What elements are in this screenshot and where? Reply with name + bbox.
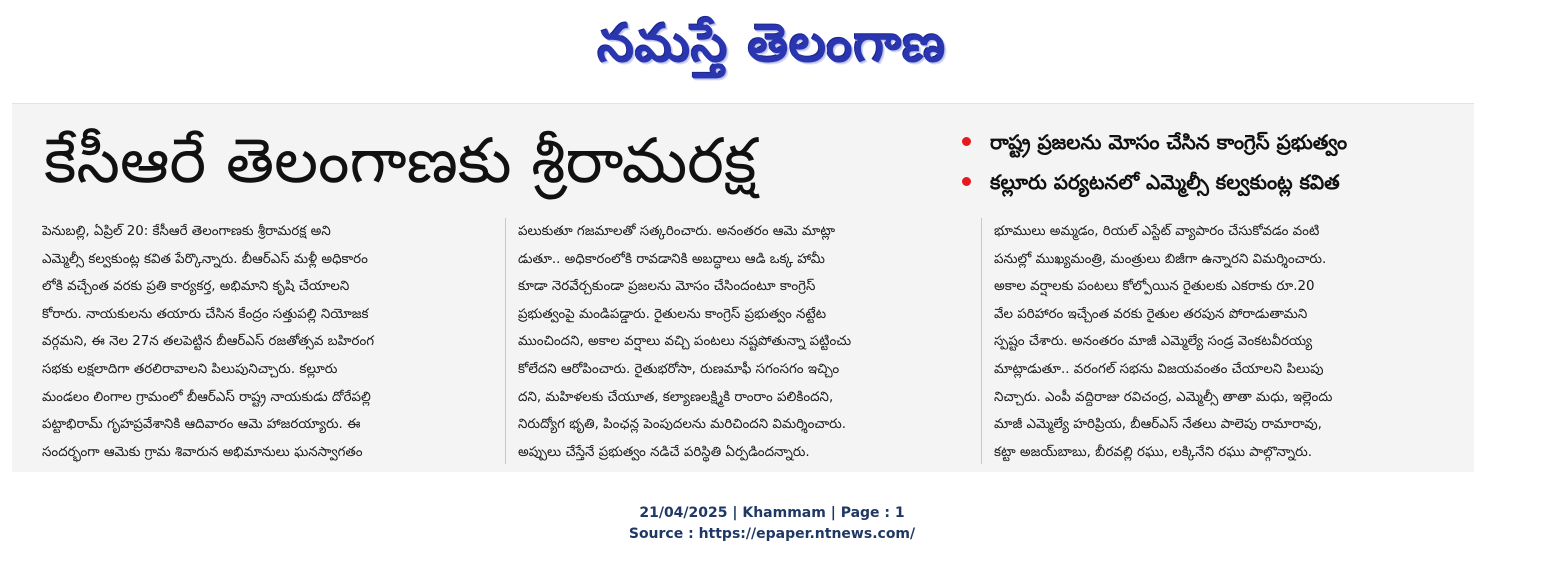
masthead-logo-text: నమస్తే తెలంగాణ [597,14,947,74]
column-text-line: డుతూ.. అధికారంలోకి రావడానికి అబద్ధాలు ఆడి ఒక్క హామీ [518,251,825,267]
newspaper-masthead [0,0,1544,90]
column-text-line: మాజీ ఎమ్మెల్యే హరిప్రియ, బీఆర్ఎస్ నేతలు పాలెపు రామారావు, [994,417,1322,433]
article-headline: కేసీఆరే తెలంగాణకు శ్రీరామరక్ష [44,124,757,197]
column-divider [505,218,506,464]
column-text-line: నిచ్చారు. ఎంపీ వద్దిరాజు రవిచంద్ర, ఎమ్మెల్సీ తాతా మధు, ఇల్లెందు [994,389,1333,405]
column-text-line: కట్టా అజయ్‌బాబు, బీరవల్లి రఘు, లక్కినేని రఘు పాల్గొన్నారు. [994,444,1312,460]
article-column-1 [42,218,494,468]
edition-info: 21/04/2025 | Khammam | Page : 1 [639,505,905,521]
article-column-2 [518,218,970,468]
column-text-line: వేల పరిహారం ఇచ్చేంత వరకు రైతుల తరపున పోరాడుతామని [994,306,1308,322]
column-text-line: కోలేదని ఆరోపించారు. రైతుభరోసా, రుణమాఫీ సగంసగం ఇచ్చిం [518,361,840,377]
column-text-line: అకాల వర్షాలకు పంటలు కోల్పోయిన రైతులకు ఎకరాకు రూ.20 [994,279,1315,295]
column-text-line: కోరారు. నాయకులను తయారు చేసిన కేంద్రం సత్తుపల్లి నియోజక [42,306,369,322]
article-column-3 [994,218,1446,468]
bullet-text: కల్లూరు పర్యటనలో ఎమ్మెల్సీ కల్వకుంట్ల కవిత [990,170,1340,194]
column-text-line: లోకి వచ్చేంత వరకు ప్రతి కార్యకర్త, అభిమాని కృషి చేయాలని [42,279,350,295]
column-text-line: స్పష్టం చేశారు. అనంతరం మాజీ ఎమ్మెల్యే సండ్ర వెంకటవీరయ్య [994,334,1313,350]
bullet-point [960,122,1470,162]
column-text-line: మండలం లింగాల గ్రామంలో బీఆర్ఎస్ రాష్ట్ర నాయకుడు దోరేపల్లి [42,389,371,405]
column-text-line: అప్పులు చేస్తేనే ప్రభుత్వం నడిచే పరిస్థితి ఏర్పడిందన్నారు. [518,444,810,460]
source-link[interactable]: Source : https://epaper.ntnews.com/ [628,526,916,542]
page-footer [0,503,1544,545]
column-text-line: ఎమ్మెల్సీ కల్వకుంట్ల కవిత పేర్కొన్నారు. బీఆర్ఎస్ మళ్లీ అధికారం [42,251,368,267]
bullet-text: రాష్ట్ర ప్రజలను మోసం చేసిన కాంగ్రెస్ ప్రభుత్వం [990,130,1348,154]
red-bullet-icon [962,177,971,186]
column-text-line: పనుల్లో ముఖ్యమంత్రి, మంత్రులు బిజీగా ఉన్నారని విమర్శించారు. [994,251,1327,267]
column-text-line: నిరుద్యోగ భృతి, పింఛన్ల పెంపుదలను మరిచిందని విమర్శించారు. [518,417,847,433]
column-text-line: సందర్భంగా ఆమెకు గ్రామ శివారున అభిమానులు ఘనస్వాగతం [42,444,363,460]
column-divider [981,218,982,464]
red-bullet-icon [962,137,971,146]
column-text-line: వర్గమని, ఈ నెల 27న తలపెట్టిన బీఆర్ఎస్ రజతోత్సవ బహిరంగ [42,334,375,350]
column-text-line: పెనుబల్లి, ఏప్రిల్ 20: కేసీఆరే తెలంగాణకు శ్రీరామరక్ష అని [42,224,331,239]
column-text-line: పలుకుతూ గజమాలతో సత్కరించారు. అనంతరం ఆమె మాట్లా [518,224,835,239]
column-text-line: పట్టాభిరామ్ గృహప్రవేశానికి ఆదివారం ఆమె హాజరయ్యారు. ఈ [42,417,361,433]
headline-bullets [960,122,1470,202]
column-text-line: దని, మహిళలకు చేయూత, కల్యాణలక్ష్మికి రాంరాం పలికిందని, [518,389,834,405]
bullet-point [960,162,1470,202]
column-text-line: ముంచిందని, అకాల వర్షాలు వచ్చి పంటలు నష్టపోతున్నా పట్టించు [518,334,852,350]
column-text-line: సభకు లక్షలాదిగా తరలిరావాలని పిలుపునిచ్చారు. కల్లూరు [42,361,338,377]
column-text-line: భూములు అమ్మడం, రియల్ ఎస్టేట్ వ్యాపారం చేసుకోవడం వంటి [994,224,1320,239]
news-clipping [12,103,1474,472]
column-text-line: కూడా నెరవేర్చకుండా ప్రజలను మోసం చేసిందంటూ కాంగ్రెస్ [518,279,816,295]
column-text-line: మాట్లాడుతూ.. వరంగల్ సభను విజయవంతం చేయాలని పిలుపు [994,361,1324,377]
column-text-line: ప్రభుత్వంపై మండిపడ్డారు. రైతులను కాంగ్రెస్ ప్రభుత్వం నట్టేట [518,306,827,322]
